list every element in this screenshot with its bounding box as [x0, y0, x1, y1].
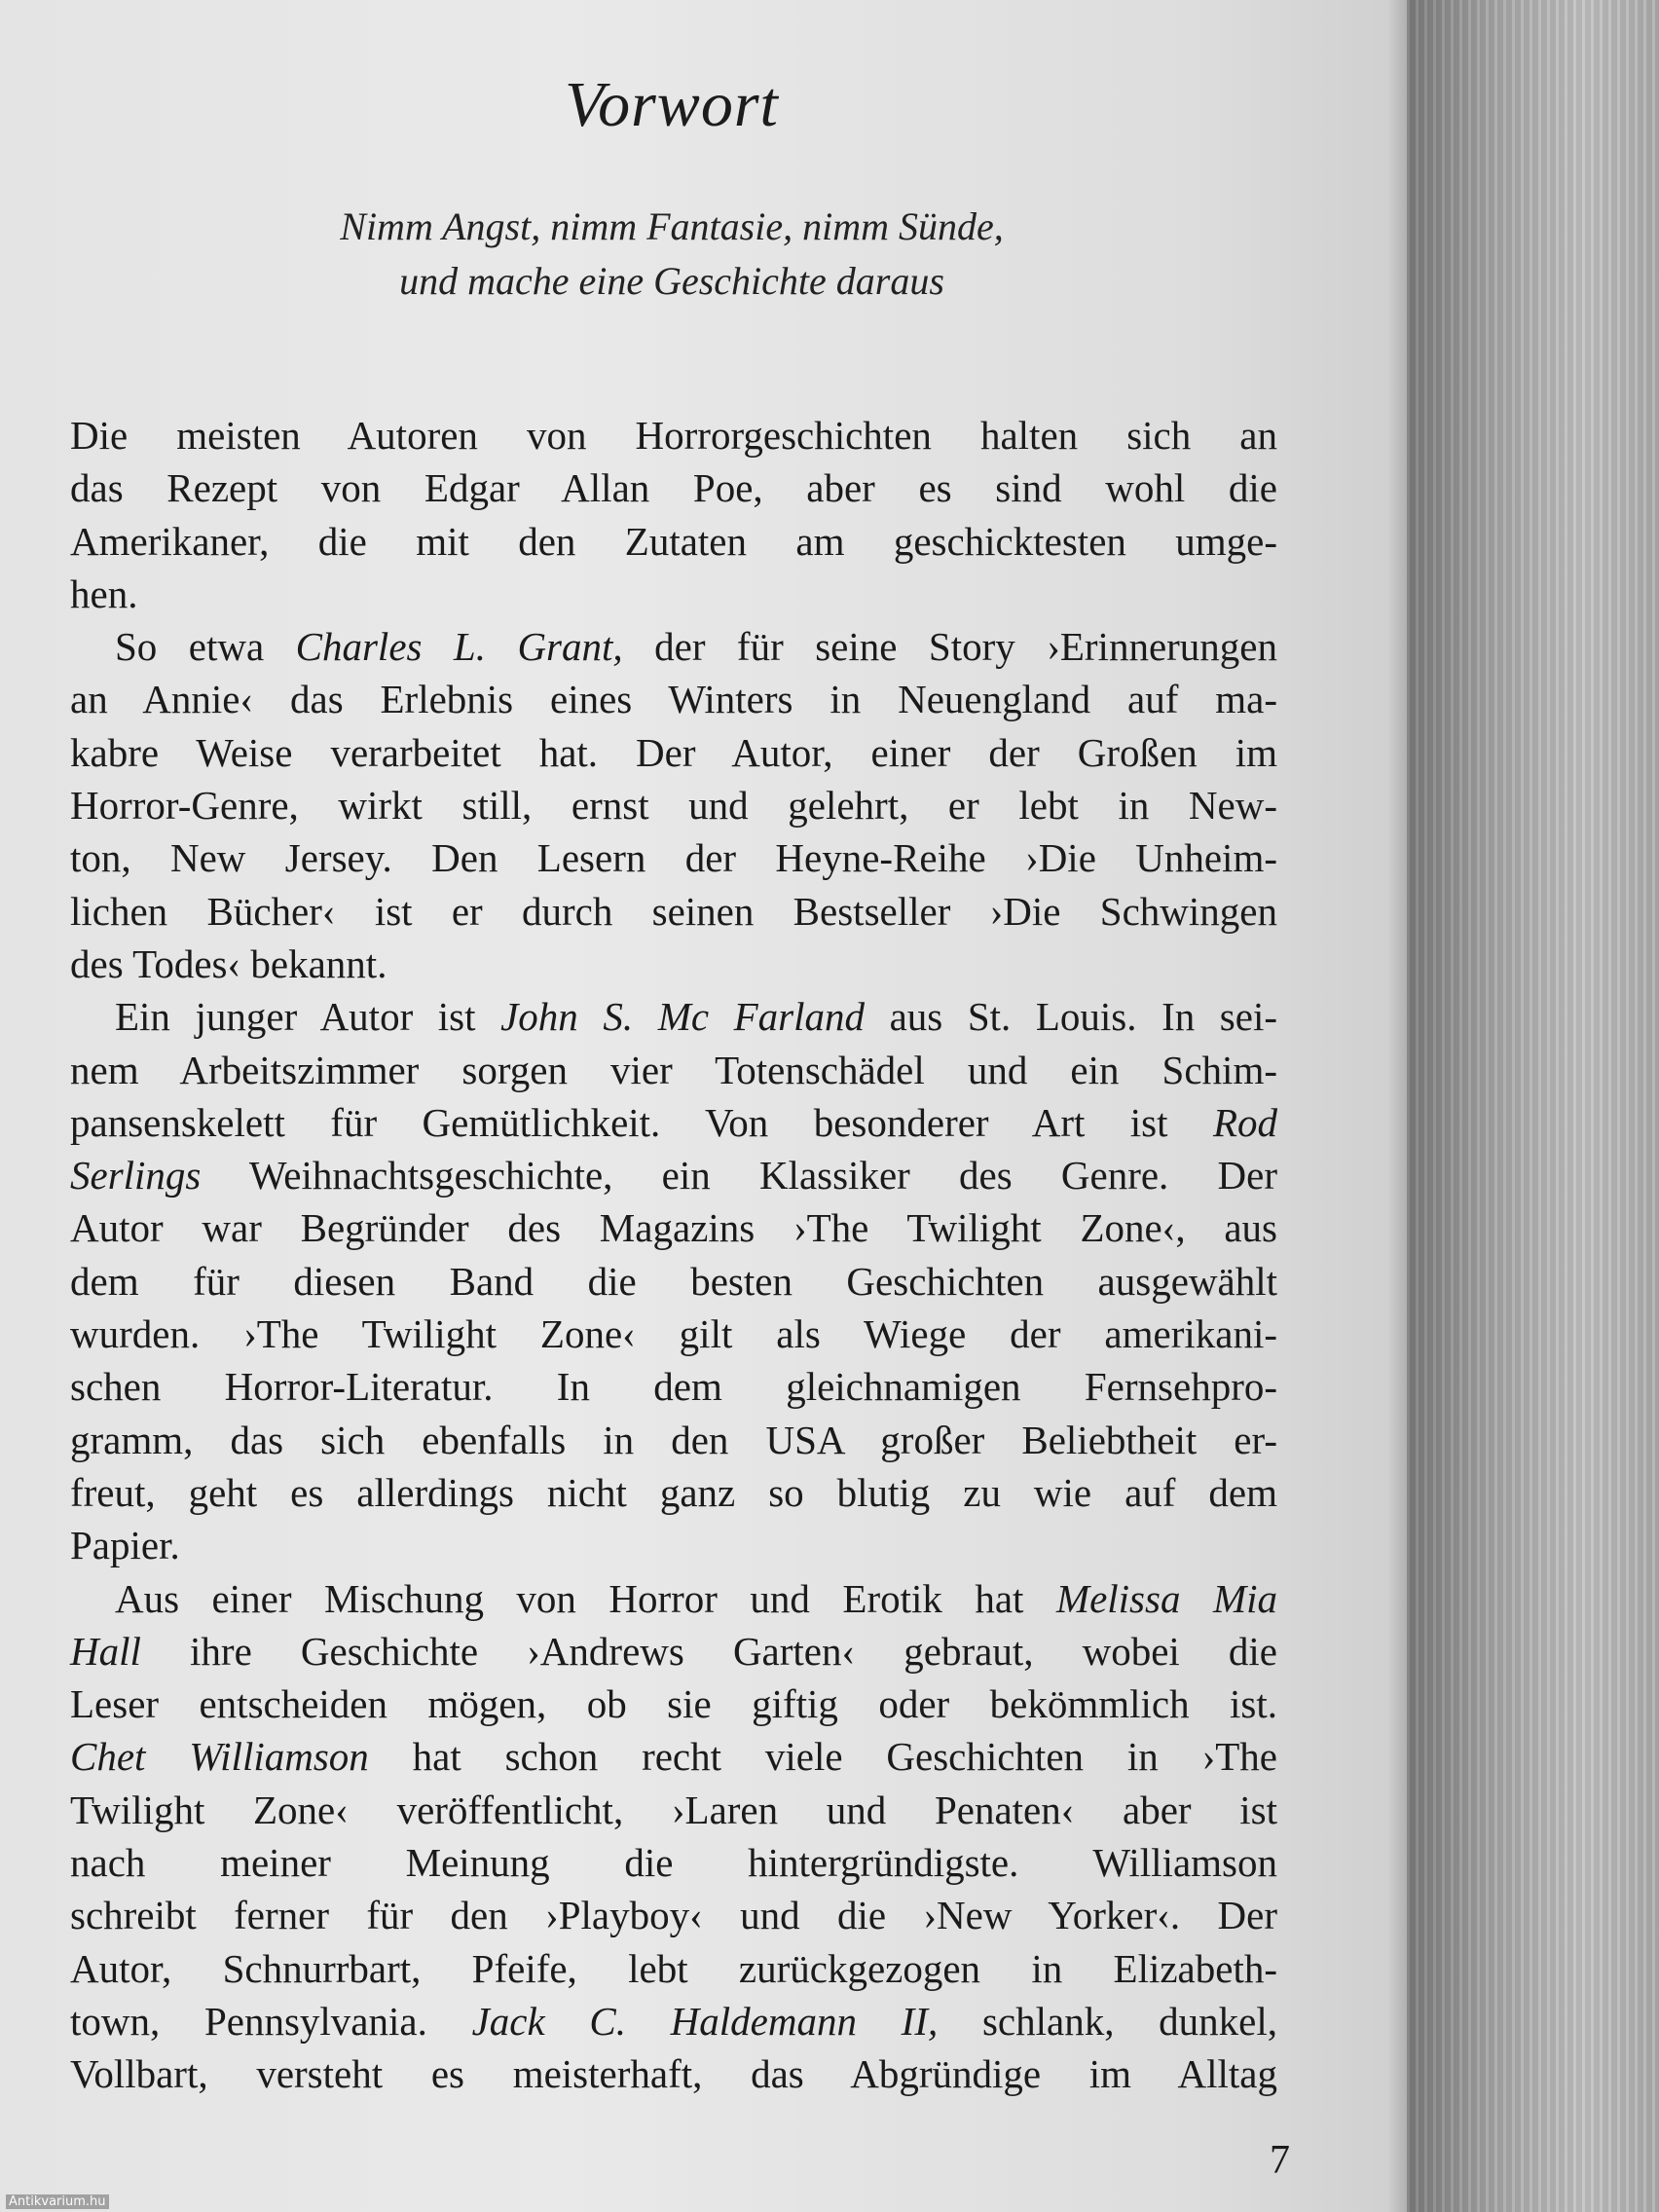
text-line [70, 1625, 1277, 1677]
text-segment: ihre Geschichte ›Andrews Garten‹ gebraut, wobei die [140, 1628, 1277, 1674]
author-name: Jack C. Haldemann II, [471, 1998, 939, 2044]
text-line: schen Horror-Literatur. In dem gleichnamigen Fernsehpro- [70, 1364, 1277, 1410]
text-segment: Weihnachtsgeschichte, ein Klassiker des Genre. Der [201, 1153, 1277, 1198]
text-line: Die meisten Autoren von Horrorgeschichten halten sich an [70, 413, 1277, 458]
text-line: gramm, das sich ebenfalls in den USA großer Beliebtheit er- [70, 1417, 1277, 1462]
text-segment: Ein junger Autor ist [115, 994, 501, 1040]
text-line [70, 620, 1277, 673]
text-line: das Rezept von Edgar Allan Poe, aber es sind wohl die [70, 465, 1277, 511]
text-segment: So etwa [115, 624, 296, 670]
text-line: Amerikaner, die mit den Zutaten am geschicktesten umge- [70, 518, 1277, 564]
text-line: nach meiner Meinung die hintergründigste. Williamson [70, 1840, 1277, 1886]
author-name: Charles L. Grant, [295, 624, 623, 670]
text-segment: pansenskelett für Gemütlichkeit. Von besonderer Art ist [70, 1099, 1213, 1145]
text-line: Twilight Zone‹ veröffentlicht, ›Laren und Penaten‹ aber ist [70, 1787, 1277, 1832]
text-line: schreibt ferner für den ›Playboy‹ und die ›New Yorker‹. Der [70, 1893, 1277, 1938]
text-line: des Todes‹ bekannt. [70, 940, 387, 986]
text-segment: aus St. Louis. In sei- [865, 994, 1277, 1040]
text-line [70, 990, 1277, 1043]
text-segment: hat schon recht viele Geschichten in ›The [368, 1734, 1277, 1780]
text-line: an Annie‹ das Erlebnis eines Winters in Neuengland auf ma- [70, 677, 1277, 722]
text-line [70, 1149, 1277, 1201]
body-text [70, 409, 1277, 2101]
epigraph-line: und mache eine Geschichte daraus [399, 259, 944, 303]
text-segment: der für seine Story ›Erinnerungen [622, 624, 1277, 670]
text-line: wurden. ›The Twilight Zone‹ gilt als Wiege der amerikani- [70, 1311, 1277, 1357]
page-title: Vorwort [565, 69, 779, 140]
text-line: lichen Bücher‹ ist er durch seinen Bestseller ›Die Schwingen [70, 888, 1277, 934]
text-line: Vollbart, versteht es meisterhaft, das Abgründige im Alltag [70, 2051, 1277, 2097]
text-line: kabre Weise verarbeitet hat. Der Autor, einer der Großen im [70, 729, 1277, 775]
text-line [70, 1730, 1277, 1783]
text-line: Papier. [70, 1523, 180, 1568]
author-name: Hall [70, 1628, 141, 1674]
text-line: Horror-Genre, wirkt still, ernst und gelehrt, er lebt in New- [70, 783, 1277, 829]
text-line [70, 1096, 1277, 1149]
epigraph-line: Nimm Angst, nimm Fantasie, nimm Sünde, [340, 204, 1004, 248]
text-segment: town, Pennsylvania. [70, 1998, 472, 2044]
text-line [70, 1572, 1277, 1625]
background-surface [1407, 0, 1659, 2212]
text-line [70, 1995, 1277, 2047]
author-name: John S. Mc Farland [500, 994, 866, 1040]
text-line: Leser entscheiden mögen, ob sie giftig oder bekömmlich ist. [70, 1681, 1277, 1727]
text-line: Autor, Schnurrbart, Pfeife, lebt zurückgezogen in Elizabeth- [70, 1945, 1277, 1991]
text-line: freut, geht es allerdings nicht ganz so blutig zu wie auf dem [70, 1469, 1277, 1515]
watermark: Antikvarium.hu [6, 2194, 109, 2209]
author-name: Chet Williamson [70, 1734, 369, 1780]
text-line: ton, New Jersey. Den Lesern der Heyne-Reihe ›Die Unheim- [70, 835, 1277, 881]
page-number: 7 [1270, 2138, 1290, 2183]
author-name: Rod [1212, 1099, 1277, 1145]
text-line: hen. [70, 571, 138, 616]
author-name: Serlings [70, 1153, 202, 1198]
author-name: Melissa Mia [1055, 1575, 1277, 1621]
text-line: Autor war Begründer des Magazins ›The Twilight Zone‹, aus [70, 1205, 1277, 1251]
text-segment: Aus einer Mischung von Horror und Erotik hat [115, 1575, 1056, 1621]
text-line: dem für diesen Band die besten Geschichten ausgewählt [70, 1258, 1277, 1304]
text-segment: schlank, dunkel, [938, 1998, 1277, 2044]
text-line: nem Arbeitszimmer sorgen vier Totenschädel und ein Schim- [70, 1047, 1277, 1092]
epigraph [0, 200, 1344, 309]
